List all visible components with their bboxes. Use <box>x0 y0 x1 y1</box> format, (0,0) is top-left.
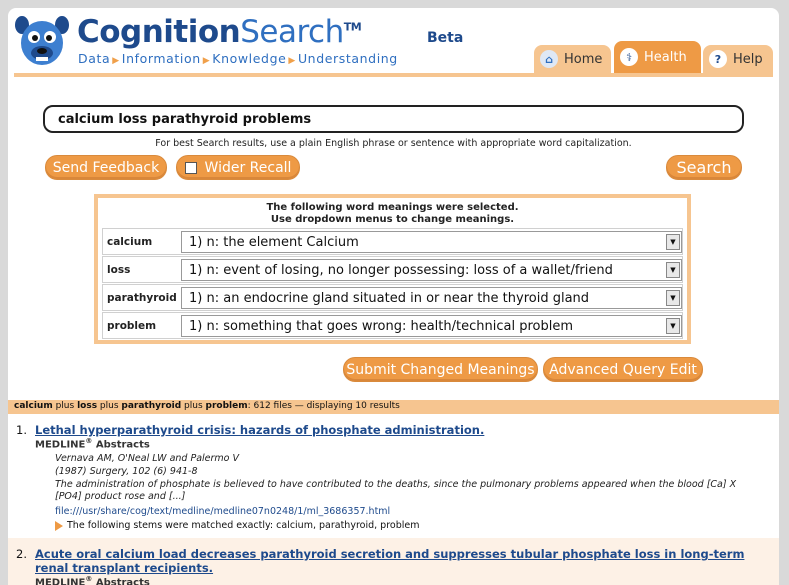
tab-home[interactable] <box>534 45 611 73</box>
result-item <box>8 538 779 585</box>
meaning-word: problem <box>107 320 157 332</box>
search-input[interactable]: calcium loss parathyroid problems <box>43 105 744 133</box>
results-count: : 612 files — displaying 10 results <box>247 401 400 411</box>
word-meanings-panel <box>94 194 691 344</box>
result-source <box>35 575 150 585</box>
result-source-mark: ® <box>85 437 93 445</box>
search-button[interactable]: Search <box>666 155 742 180</box>
caduceus-icon: ⚕ <box>620 48 638 66</box>
meaning-value: 1) n: an endocrine gland situated in or near the thyroid gland <box>189 291 590 306</box>
meaning-word: calcium <box>107 236 153 248</box>
header <box>8 8 779 86</box>
result-authors: Vernava AM, O'Neal LW and Palermo V <box>55 453 239 464</box>
query-term: problem <box>205 401 248 411</box>
term-joiner: plus <box>184 401 203 411</box>
logo-mascot-icon <box>14 13 70 69</box>
query-term: calcium <box>14 401 53 411</box>
tab-health[interactable] <box>614 41 701 73</box>
tab-home-label: Home <box>564 51 603 67</box>
term-joiner: plus <box>55 401 75 411</box>
result-citation: (1987) Surgery, 102 (6) 941-8 <box>55 466 198 477</box>
tagline-word: Knowledge <box>212 51 287 66</box>
result-source-name: MEDLINE <box>35 577 86 585</box>
result-item <box>8 414 779 538</box>
brand-wordmark <box>77 14 361 50</box>
wider-recall-label: Wider Recall <box>204 159 292 176</box>
meaning-value: 1) n: event of losing, no longer possessing: loss of a wallet/friend <box>189 263 613 278</box>
result-abstract: The administration of phosphate is believed to have contributed to the deaths, since the pulmonary problems appeared when the blood [Ca] X [PO4] product rose and [...] <box>55 479 737 502</box>
chevron-down-icon[interactable]: ▼ <box>666 290 680 306</box>
search-hint: For best Search results, use a plain English phrase or sentence with appropriate word capitalization. <box>155 138 632 149</box>
meaning-row-problem <box>102 312 683 339</box>
question-icon: ? <box>709 50 727 68</box>
result-number: 2. <box>16 547 27 561</box>
meaning-select[interactable] <box>181 287 682 309</box>
term-joiner: plus <box>99 401 119 411</box>
tab-help[interactable] <box>703 45 773 73</box>
arrow-right-icon: ▶ <box>112 56 120 66</box>
chevron-down-icon[interactable]: ▼ <box>666 262 680 278</box>
query-term: loss <box>77 401 98 411</box>
triangle-right-icon[interactable] <box>55 521 63 531</box>
meanings-heading-line: The following word meanings were selected. <box>266 202 519 213</box>
results-summary-bar <box>8 400 779 414</box>
meaning-word: loss <box>107 264 131 276</box>
arrow-right-icon: ▶ <box>288 56 296 66</box>
result-source-suffix: Abstracts <box>95 439 150 451</box>
result-source-suffix: Abstracts <box>95 577 150 585</box>
meanings-heading <box>98 202 687 226</box>
meaning-row-loss <box>102 256 683 283</box>
result-stems-text: The following stems were matched exactly: calcium, parathyroid, problem <box>67 520 420 531</box>
result-title-link[interactable]: Acute oral calcium load decreases parathyroid secretion and suppresses tubular phosphate loss in long-term renal transplant recipients. <box>35 547 745 575</box>
submit-changed-meanings-button[interactable]: Submit Changed Meanings <box>343 357 538 382</box>
tagline-word: Data <box>78 51 111 66</box>
send-feedback-button[interactable]: Send Feedback <box>45 155 167 180</box>
meaning-select[interactable] <box>181 259 682 281</box>
tab-help-label: Help <box>733 51 763 67</box>
result-stems <box>55 520 419 531</box>
meaning-select[interactable] <box>181 231 682 253</box>
meaning-value: 1) n: something that goes wrong: health/technical problem <box>189 319 573 334</box>
meanings-heading-line: Use dropdown menus to change meanings. <box>270 214 515 225</box>
meaning-value: 1) n: the element Calcium <box>189 235 359 250</box>
header-divider <box>14 73 773 77</box>
result-source <box>35 437 150 450</box>
result-number: 1. <box>16 423 27 437</box>
meaning-select[interactable] <box>181 315 682 337</box>
query-term: parathyroid <box>121 401 182 411</box>
result-source-mark: ® <box>85 575 93 583</box>
brand-tm: TM <box>343 20 362 34</box>
wider-recall-button[interactable] <box>176 155 300 180</box>
chevron-down-icon[interactable]: ▼ <box>666 318 680 334</box>
meaning-row-calcium <box>102 228 683 255</box>
chevron-down-icon[interactable]: ▼ <box>666 234 680 250</box>
tagline-word: Information <box>121 51 201 66</box>
result-file-link[interactable]: file:///usr/share/cog/text/medline/medline07n0248/1/ml_3686357.html <box>55 506 391 517</box>
meaning-row-parathyroid <box>102 284 683 311</box>
brand-search: Search <box>240 14 344 50</box>
arrow-right-icon: ▶ <box>202 56 211 66</box>
tagline-word: Understanding <box>297 51 398 66</box>
page <box>8 8 779 585</box>
tagline <box>78 51 398 66</box>
advanced-query-edit-button[interactable]: Advanced Query Edit <box>543 357 703 382</box>
meaning-word: parathyroid <box>107 292 177 304</box>
home-icon: ⌂ <box>540 50 558 68</box>
wider-recall-checkbox[interactable] <box>185 162 197 174</box>
brand-cognition: Cognition <box>77 14 241 50</box>
beta-label: Beta <box>427 30 464 46</box>
result-source-name: MEDLINE <box>35 439 86 451</box>
result-title-link[interactable]: Lethal hyperparathyroid crisis: hazards of phosphate administration. <box>35 423 485 437</box>
tab-health-label: Health <box>644 49 687 65</box>
